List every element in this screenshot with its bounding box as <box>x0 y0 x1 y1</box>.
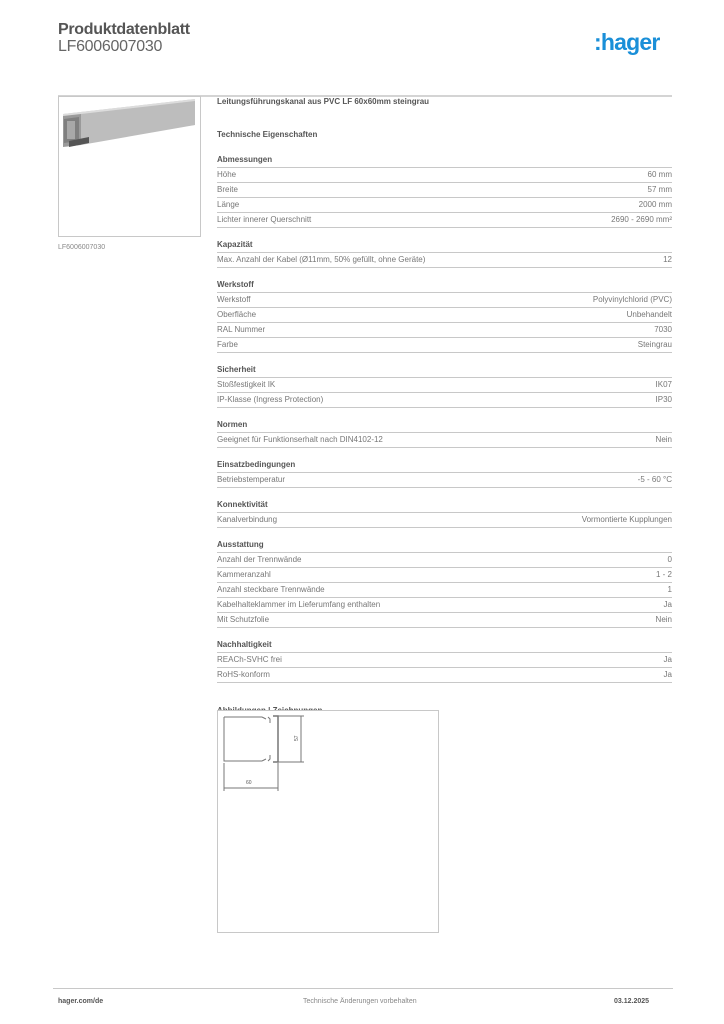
spec-section <box>217 420 672 448</box>
spec-label: Kammeranzahl <box>217 570 271 579</box>
section-title: Ausstattung <box>217 540 672 553</box>
spec-row <box>217 583 672 598</box>
spec-label: Max. Anzahl der Kabel (Ø11mm, 50% gefüllt, ohne Geräte) <box>217 255 426 264</box>
svg-text:60: 60 <box>246 780 252 786</box>
spec-section <box>217 500 672 528</box>
spec-row <box>217 308 672 323</box>
spec-row <box>217 168 672 183</box>
hager-logo: :hager <box>594 29 660 55</box>
spec-section <box>217 540 672 628</box>
spec-value: 57 mm <box>647 185 672 194</box>
main-content <box>217 96 672 720</box>
spec-row <box>217 473 672 488</box>
spec-value: Polyvinylchlorid (PVC) <box>592 295 672 304</box>
spec-label: Höhe <box>217 170 237 179</box>
spec-row <box>217 653 672 668</box>
spec-label: Stoßfestigkeit IK <box>217 380 276 389</box>
footer-date: 03.12.2025 <box>614 998 650 1005</box>
spec-row <box>217 198 672 213</box>
spec-label: Mit Schutzfolie <box>217 615 270 624</box>
spec-value: Nein <box>655 435 672 444</box>
svg-text:57: 57 <box>294 735 300 741</box>
spec-value: IK07 <box>655 380 672 389</box>
spec-row <box>217 378 672 393</box>
spec-value: Ja <box>663 655 672 664</box>
section-title: Normen <box>217 420 672 433</box>
spec-value: IP30 <box>655 395 672 404</box>
spec-label: IP-Klasse (Ingress Protection) <box>217 395 324 404</box>
section-title: Konnektivität <box>217 500 672 513</box>
spec-value: Vormontierte Kupplungen <box>581 515 672 524</box>
section-title: Kapazität <box>217 240 672 253</box>
spec-row <box>217 668 672 683</box>
spec-label: Länge <box>217 200 240 209</box>
spec-section <box>217 460 672 488</box>
section-title: Einsatzbedingungen <box>217 460 672 473</box>
spec-value: Ja <box>663 600 672 609</box>
section-title: Werkstoff <box>217 280 672 293</box>
spec-value: Ja <box>663 670 672 679</box>
spec-row <box>217 568 672 583</box>
spec-label: Kanalverbindung <box>217 515 278 524</box>
spec-label: Werkstoff <box>217 295 251 304</box>
spec-row <box>217 433 672 448</box>
spec-label: Breite <box>217 185 238 194</box>
spec-label: Lichter innerer Querschnitt <box>217 215 312 224</box>
spec-row <box>217 513 672 528</box>
spec-label: Oberfläche <box>217 310 257 319</box>
technical-drawing <box>217 710 439 933</box>
spec-value: Steingrau <box>637 340 672 349</box>
spec-label: REACh-SVHC frei <box>217 655 282 664</box>
spec-value: 2690 - 2690 mm² <box>611 215 672 224</box>
page-title: Produktdatenblatt <box>58 21 190 38</box>
spec-label: Betriebstemperatur <box>217 475 286 484</box>
spec-row <box>217 393 672 408</box>
spec-section <box>217 640 672 683</box>
product-image <box>58 96 201 237</box>
cross-section-drawing-icon <box>218 711 438 932</box>
spec-row <box>217 553 672 568</box>
spec-value: -5 - 60 °C <box>637 475 672 484</box>
footer-divider <box>53 988 673 989</box>
spec-value: Nein <box>655 615 672 624</box>
cable-duct-image-icon <box>59 97 200 236</box>
spec-value: 12 <box>663 255 672 264</box>
spec-row <box>217 293 672 308</box>
section-title: Abmessungen <box>217 155 672 168</box>
section-title: Nachhaltigkeit <box>217 640 672 653</box>
spec-section <box>217 280 672 353</box>
spec-label: RAL Nummer <box>217 325 266 334</box>
spec-section <box>217 365 672 408</box>
spec-row <box>217 598 672 613</box>
spec-label: Kabelhalteklammer im Lieferumfang enthalten <box>217 600 381 609</box>
section-title: Sicherheit <box>217 365 672 378</box>
spec-label: Farbe <box>217 340 238 349</box>
spec-row <box>217 253 672 268</box>
spec-row <box>217 323 672 338</box>
spec-row <box>217 338 672 353</box>
product-description: Leitungsführungskanal aus PVC LF 60x60mm steingrau <box>217 97 430 106</box>
spec-label: RoHS-konform <box>217 670 270 679</box>
spec-row <box>217 613 672 628</box>
spec-row <box>217 183 672 198</box>
tech-properties-title: Technische Eigenschaften <box>217 130 318 139</box>
spec-row <box>217 213 672 228</box>
spec-label: Anzahl der Trennwände <box>217 555 302 564</box>
product-image-caption: LF6006007030 <box>58 244 106 251</box>
footer-website-link[interactable]: hager.com/de <box>58 998 104 1005</box>
spec-value: 0 <box>667 555 672 564</box>
spec-value: Unbehandelt <box>626 310 672 319</box>
spec-section <box>217 155 672 228</box>
spec-value: 2000 mm <box>638 200 672 209</box>
footer-notice: Technische Änderungen vorbehalten <box>303 998 417 1005</box>
spec-label: Geeignet für Funktionserhalt nach DIN4102-12 <box>217 435 383 444</box>
spec-value: 1 <box>667 585 672 594</box>
product-code: LF6006007030 <box>58 38 163 55</box>
spec-value: 7030 <box>654 325 672 334</box>
spec-label: Anzahl steckbare Trennwände <box>217 585 325 594</box>
spec-section <box>217 240 672 268</box>
spec-value: 1 - 2 <box>655 570 672 579</box>
spec-value: 60 mm <box>647 170 672 179</box>
spec-sections <box>217 155 672 683</box>
